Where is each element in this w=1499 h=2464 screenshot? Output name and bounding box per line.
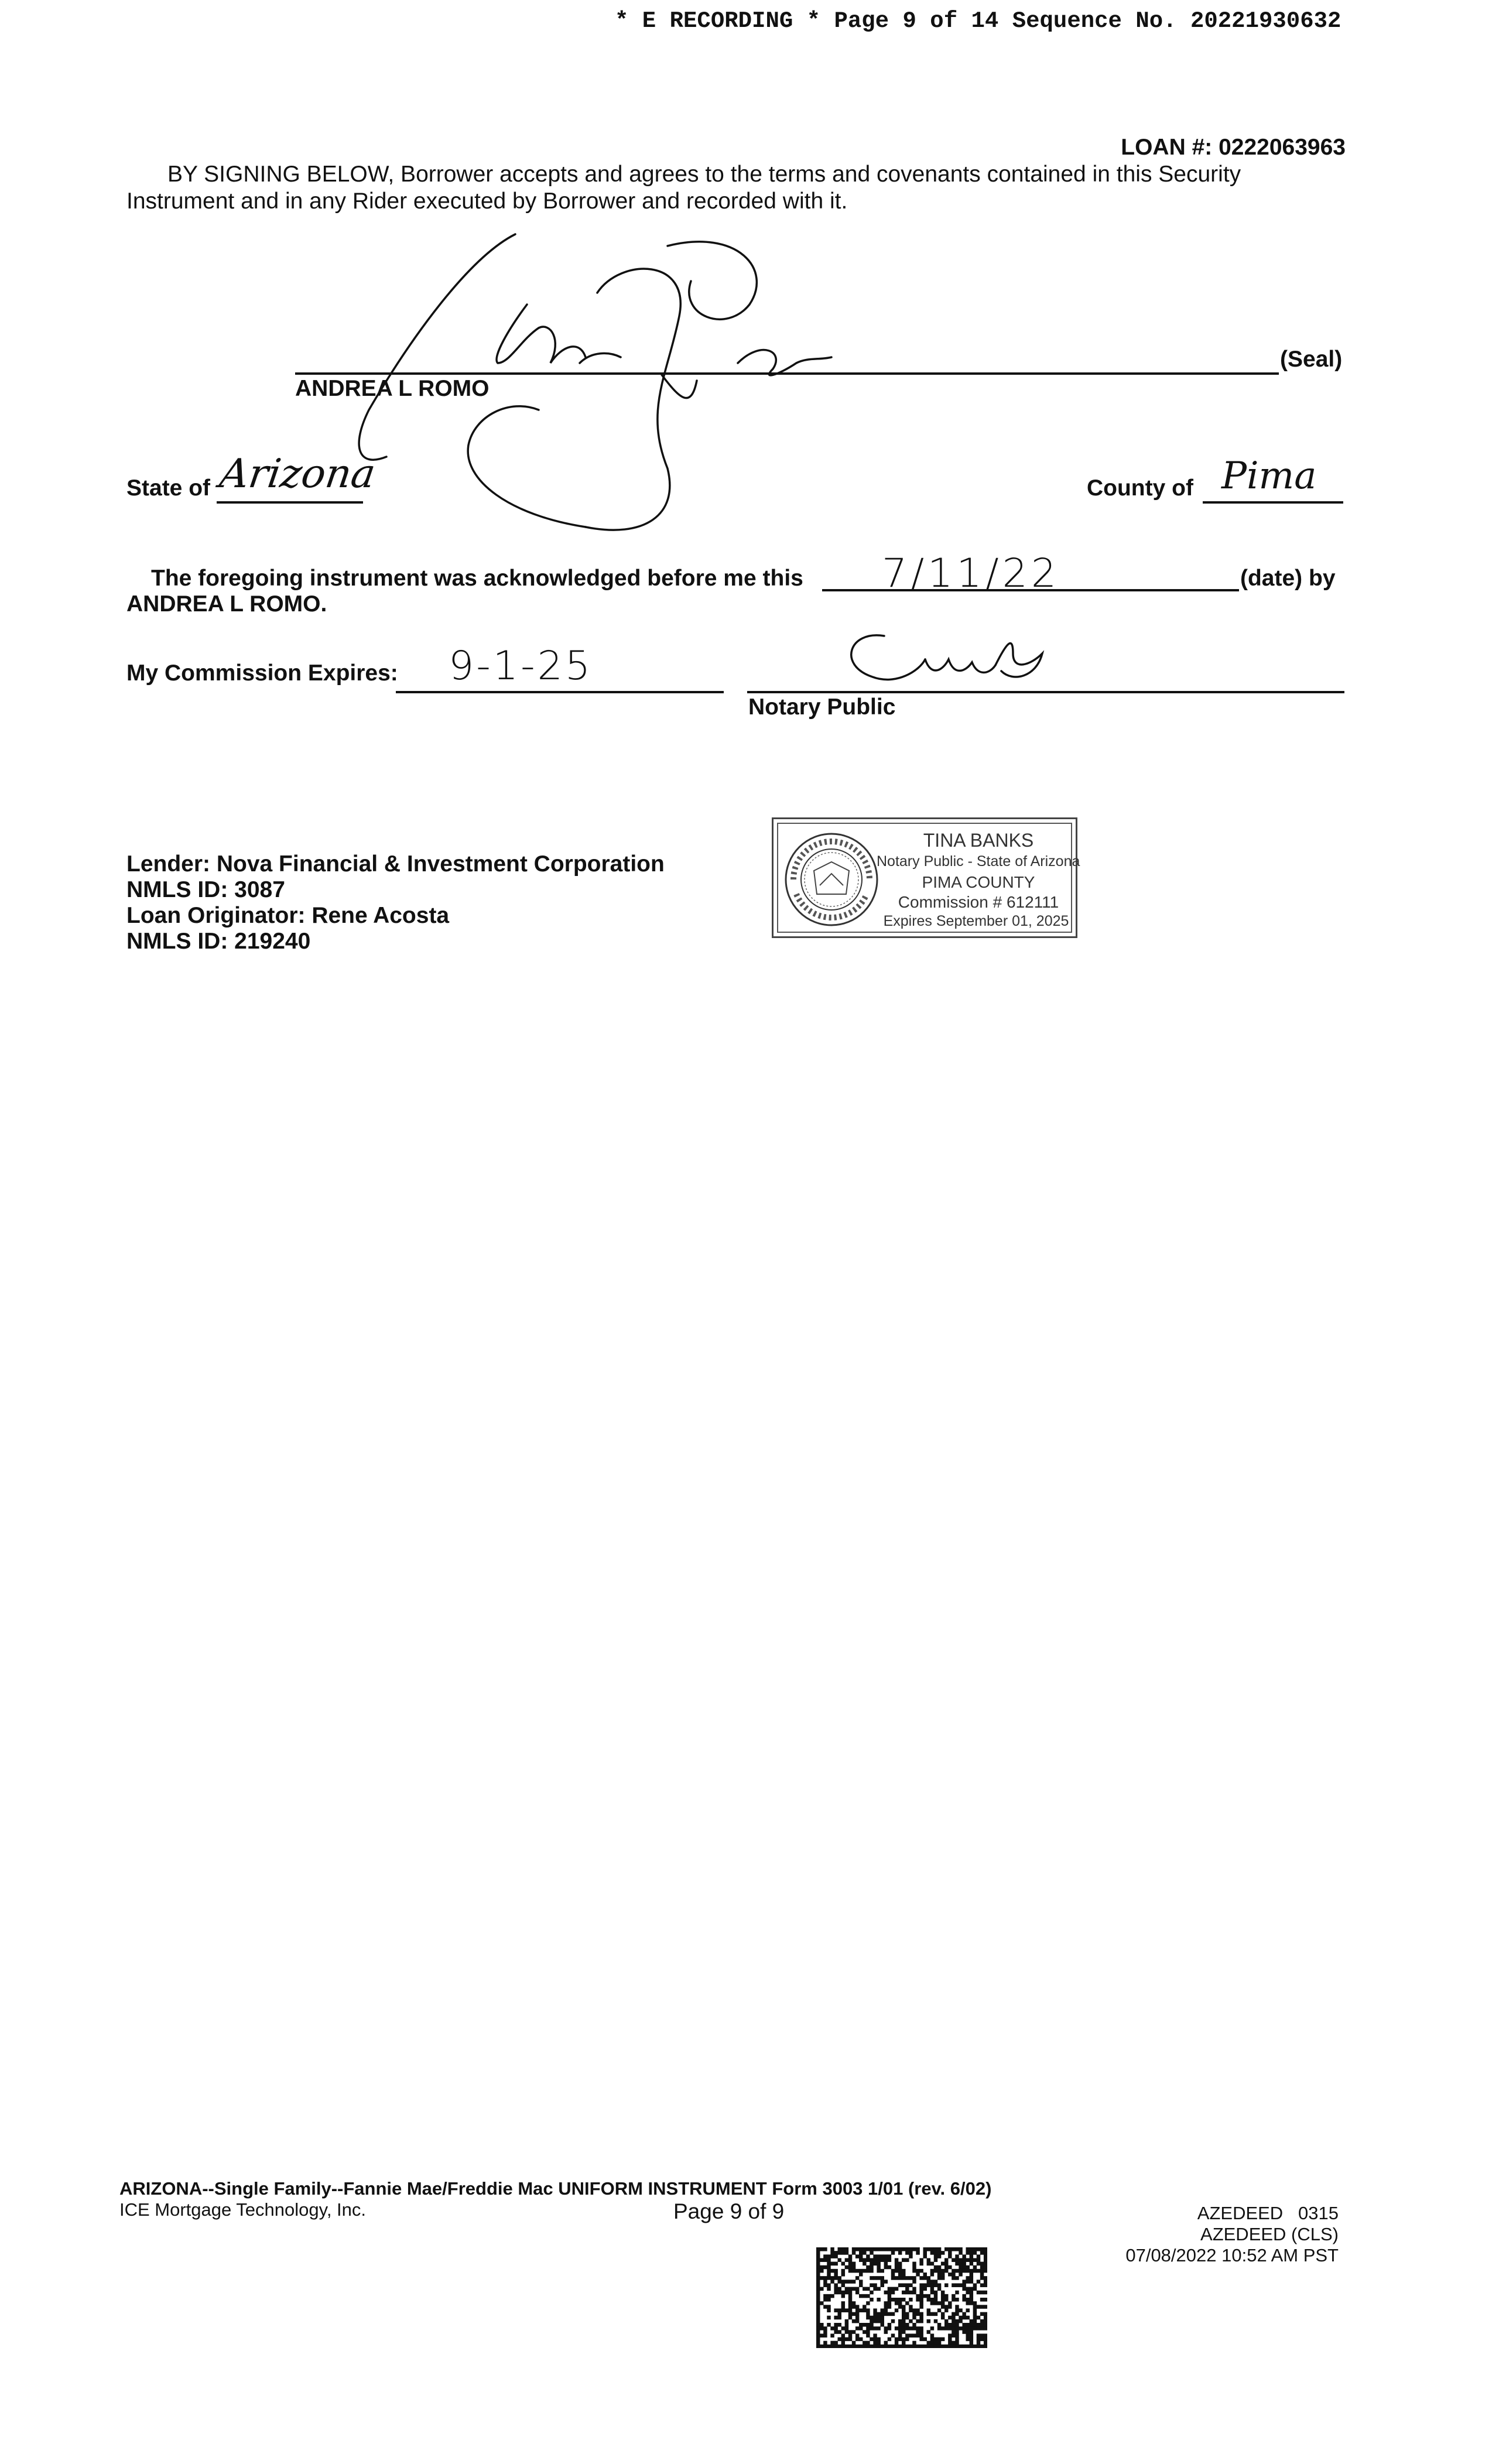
date-suffix: (date) by — [1240, 566, 1336, 591]
footer-timestamp: 07/08/2022 10:52 AM PST — [1125, 2245, 1339, 2265]
lender-line-1: Lender: Nova Financial & Investment Corporation — [126, 851, 665, 877]
lender-line-2: NMLS ID: 3087 — [126, 877, 285, 902]
notary-line — [747, 691, 1344, 693]
notary-public-label: Notary Public — [748, 694, 896, 720]
footer-code-2: AZEDEED (CLS) — [1200, 2224, 1339, 2244]
stamp-county: PIMA COUNTY — [922, 873, 1035, 891]
commission-line — [396, 691, 724, 693]
acknowledged-name: ANDREA L ROMO. — [126, 591, 327, 617]
county-line — [1203, 501, 1343, 504]
county-value: Pima — [1221, 454, 1317, 498]
lender-line-4: NMLS ID: 219240 — [126, 929, 311, 954]
notary-signature — [837, 630, 1060, 694]
commission-value: 9-1-25 — [449, 643, 593, 689]
state-line — [217, 501, 363, 504]
acknowledgment-date: 7/11/22 — [882, 550, 1060, 597]
lender-line-3: Loan Originator: Rene Acosta — [126, 903, 450, 928]
footer-company: ICE Mortgage Technology, Inc. — [119, 2199, 367, 2220]
county-label: County of — [1087, 475, 1193, 501]
footer-page-number: Page 9 of 9 — [673, 2199, 785, 2223]
footer-code-1: AZEDEED 0315 — [1197, 2203, 1339, 2223]
recording-banner: * E RECORDING * Page 9 of 14 Sequence No. 20221930632 — [615, 8, 1341, 34]
body-line-1: BY SIGNING BELOW, Borrower accepts and agrees to the terms and covenants contained in this Security — [167, 162, 1241, 187]
signature-line — [295, 372, 1279, 375]
state-label: State of — [126, 475, 211, 501]
stamp-expires: Expires September 01, 2025 — [883, 913, 1069, 929]
state-seal-icon — [782, 830, 881, 929]
barcode-icon — [816, 2247, 987, 2348]
footer-form-title: ARIZONA--Single Family--Fannie Mae/Freddie Mac UNIFORM INSTRUMENT Form 3003 1/01 (rev. 6/02) — [119, 2178, 992, 2199]
body-line-2: Instrument and in any Rider executed by Borrower and recorded with it. — [126, 189, 848, 214]
stamp-name: TINA BANKS — [923, 830, 1034, 851]
seal-label: (Seal) — [1280, 347, 1343, 372]
commission-label: My Commission Expires: — [126, 661, 398, 686]
notary-stamp — [772, 817, 1080, 938]
acknowledgment-text: The foregoing instrument was acknowledged before me this — [151, 566, 803, 591]
state-value: Arizona — [217, 451, 379, 497]
stamp-commission: Commission # 612111 — [898, 893, 1059, 911]
borrower-name: ANDREA L ROMO — [295, 376, 490, 401]
stamp-title: Notary Public - State of Arizona — [877, 853, 1080, 870]
loan-number: LOAN #: 0222063963 — [1121, 135, 1346, 160]
